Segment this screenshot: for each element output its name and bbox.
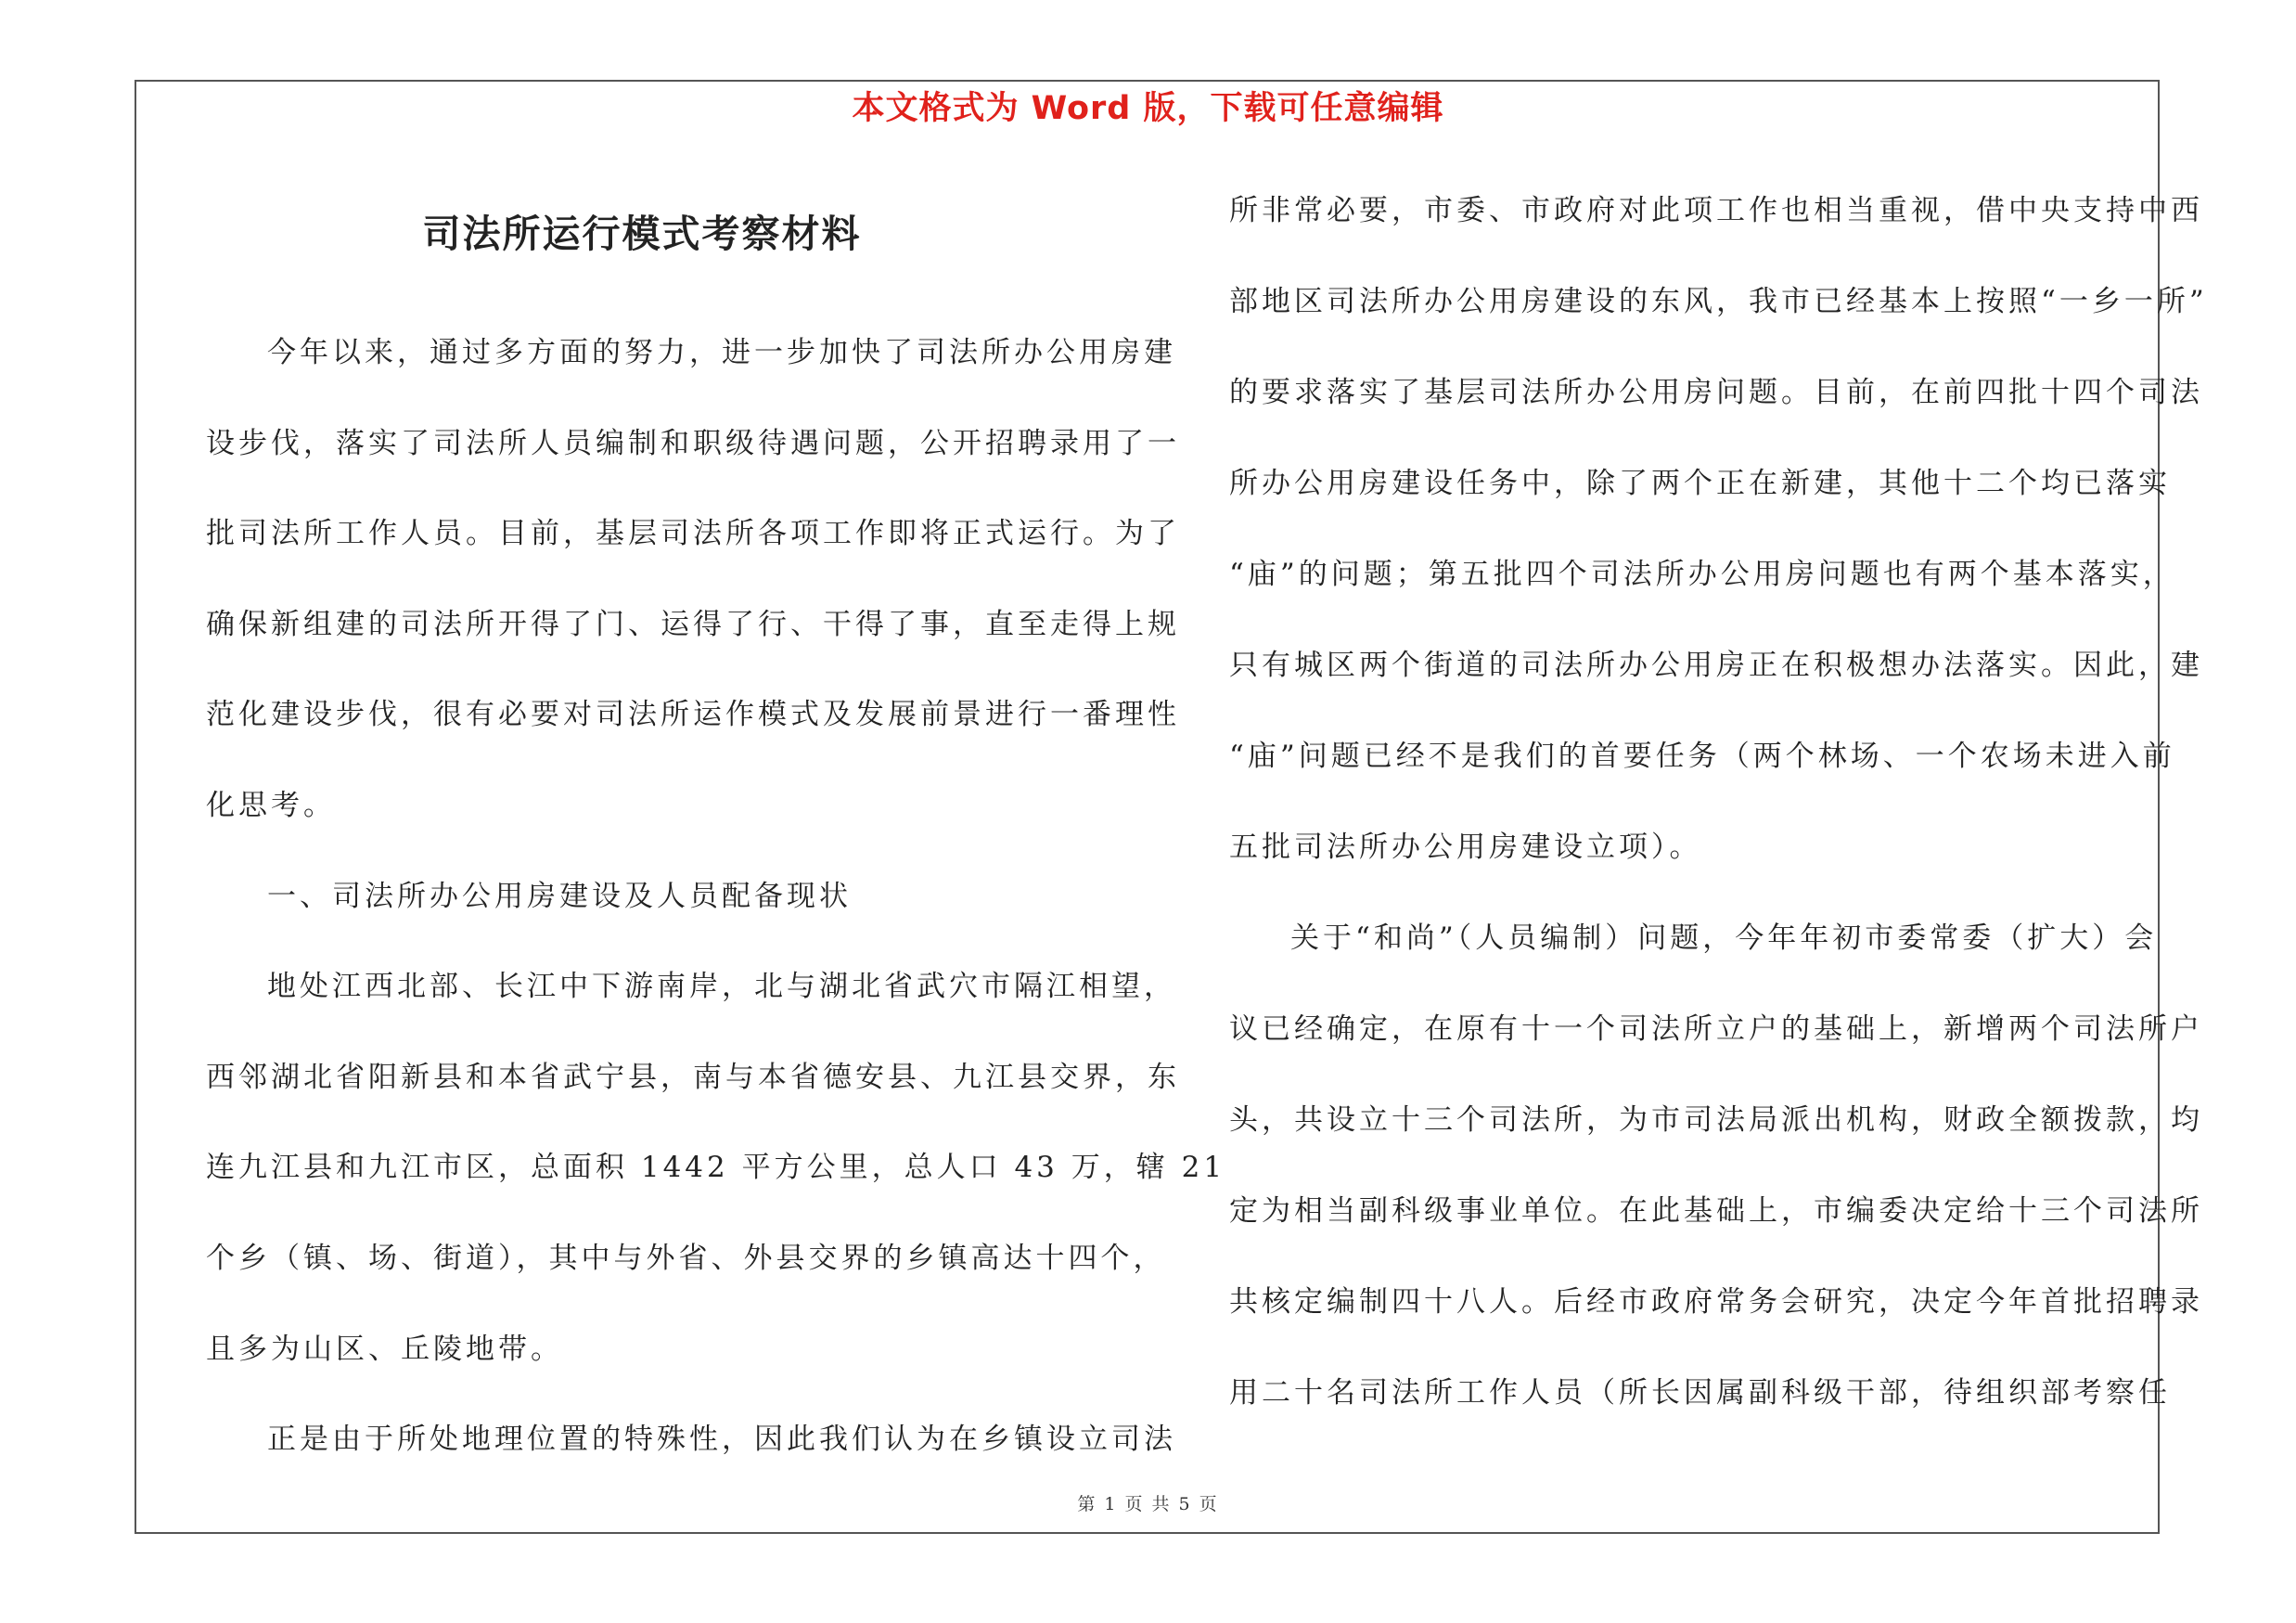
left-line: 西邻湖北省阳新县和本省武宁县，南与本省德安县、九江县交界，东 (206, 1060, 1180, 1094)
format-banner: 本文格式为 Word 版，下载可任意编辑 (852, 90, 1444, 127)
left-line: 批司法所工作人员。目前，基层司法所各项工作即将正式运行。为了 (206, 517, 1180, 551)
left-line: 且多为山区、丘陵地带。 (206, 1332, 563, 1366)
right-line: 议已经确定，在原有十一个司法所立户的基础上，新增两个司法所户 (1229, 1012, 2203, 1046)
left-line: 连九江县和九江市区，总面积 1442 平方公里，总人口 43 万，辖 21 (206, 1151, 1226, 1185)
right-line: 关于“和尚”（人员编制）问题，今年年初市委常委（扩大）会 (1290, 921, 2158, 955)
left-line: 个乡（镇、场、街道），其中与外省、外县交界的乡镇高达十四个， (206, 1242, 1166, 1275)
right-line: 五批司法所办公用房建设立项）。 (1229, 831, 1702, 864)
right-line: 头，共设立十三个司法所，为市司法局派出机构，财政全额拨款，均 (1229, 1103, 2203, 1137)
left-line: 地处江西北部、长江中下游南岸，北与湖北省武穴市隔江相望， (267, 970, 1176, 1004)
page-footer: 第 1 页 共 5 页 (1077, 1494, 1219, 1514)
right-line: 的要求落实了基层司法所办公用房问题。目前，在前四批十四个司法 (1229, 376, 2203, 409)
left-line: 一、司法所办公用房建设及人员配备现状 (267, 879, 852, 913)
left-line: 化思考。 (206, 789, 336, 822)
right-line: 定为相当副科级事业单位。在此基础上，市编委决定给十三个司法所 (1229, 1194, 2203, 1228)
right-line: 用二十名司法所工作人员（所长因属副科级干部，待组织部考察任 (1229, 1376, 2171, 1410)
right-line: 只有城区两个街道的司法所办公用房正在积极想办法落实。因此，建 (1229, 649, 2203, 682)
left-line: 范化建设步伐，很有必要对司法所运作模式及发展前景进行一番理性 (206, 698, 1180, 732)
left-line: 确保新组建的司法所开得了门、运得了行、干得了事，直至走得上规 (206, 607, 1180, 641)
right-line: 共核定编制四十八人。后经市政府常务会研究，决定今年首批招聘录 (1229, 1285, 2203, 1319)
document-title: 司法所运行模式考察材料 (422, 212, 862, 256)
right-line: “庙”的问题；第五批四个司法所办公用房问题也有两个基本落实， (1229, 558, 2175, 591)
right-line: 所非常必要，市委、市政府对此项工作也相当重视，借中央支持中西 (1229, 194, 2203, 227)
right-line: “庙”问题已经不是我们的首要任务（两个林场、一个农场未进入前 (1229, 740, 2175, 773)
left-line: 正是由于所处地理位置的特殊性，因此我们认为在乡镇设立司法 (267, 1423, 1176, 1457)
right-line: 所办公用房建设任务中，除了两个正在新建，其他十二个均已落实 (1229, 467, 2171, 500)
left-line: 设步伐，落实了司法所人员编制和职级待遇问题，公开招聘录用了一 (206, 426, 1180, 460)
left-line: 今年以来，通过多方面的努力，进一步加快了司法所办公用房建 (267, 336, 1176, 369)
right-line: 部地区司法所办公用房建设的东风，我市已经基本上按照“一乡一所” (1229, 285, 2208, 318)
